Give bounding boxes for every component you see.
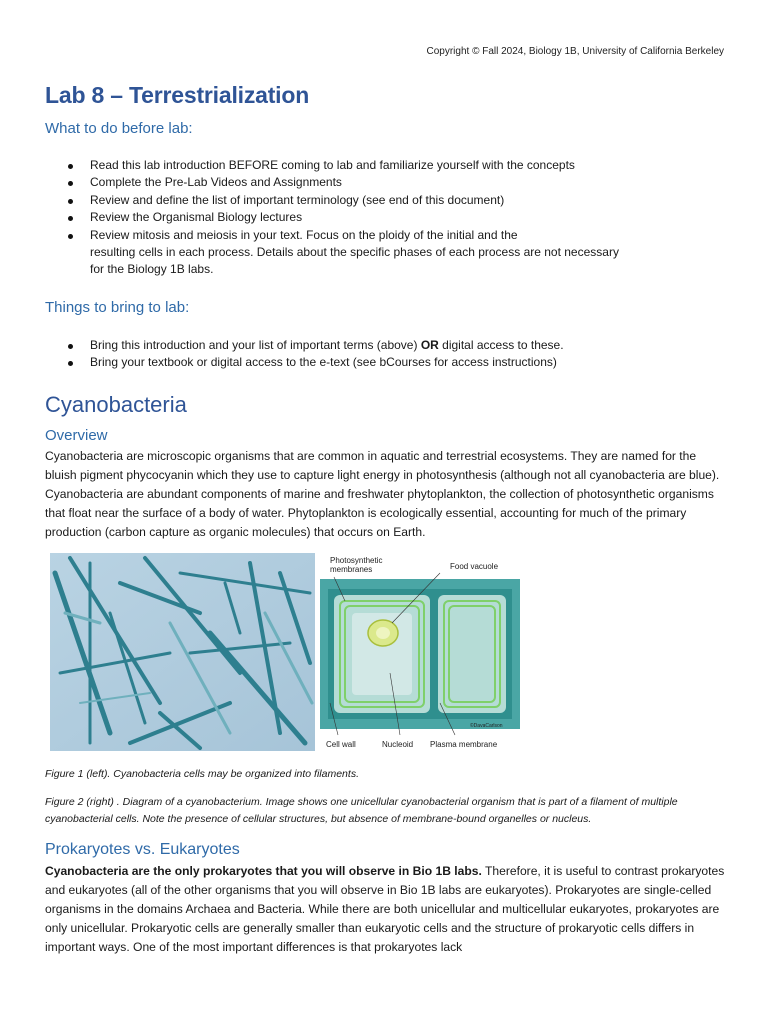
figure1-caption: Figure 1 (left). Cyanobacteria cells may be organized into filaments. (45, 768, 359, 780)
label-nucleoid: Nucleoid (382, 740, 414, 749)
section-title: Cyanobacteria (45, 392, 187, 417)
list-item: Read this lab introduction BEFORE coming to lab and familiarize yourself with the concepts (62, 157, 662, 174)
copyright-notice: Copyright © Fall 2024, Biology 1B, University of California Berkeley (426, 46, 724, 57)
label-plasma-membrane: Plasma membrane (430, 740, 498, 749)
label-membranes: membranes (330, 565, 373, 574)
prok-euk-heading: Prokaryotes vs. Eukaryotes (45, 841, 240, 858)
label-food-vacuole: Food vacuole (450, 562, 499, 571)
list-item (62, 227, 662, 279)
list-item-line: Review mitosis and meiosis in your text. Focus on the ploidy of the initial and the (90, 227, 518, 242)
cyanobacteria-micrograph (50, 553, 315, 751)
figure2-caption: Figure 2 (right) . Diagram of a cyanobacterium. Image shows one unicellular cyanobacterial organism that is part of a filament of multiple cyanobacterial cells. Note the presence of cellular structures, but absence of membrane-bound organelles or nucleus. (45, 796, 678, 825)
list-item-line: for the Biology 1B labs. (90, 262, 214, 277)
list-item-line: resulting cells in each process. Details about the specific phases of each process are not necessary (90, 245, 619, 260)
list-item (62, 337, 662, 354)
prok-euk-bold-lead: Cyanobacteria are the only prokaryotes that you will observe in Bio 1B labs. (45, 864, 482, 878)
prok-euk-paragraph (45, 862, 727, 957)
overview-paragraph: Cyanobacteria are microscopic organisms that are common in aquatic and terrestrial ecosystems. They are named for the bluish pigment phycocyanin which they use to capture light energy in photosynthesis (although not all cyanobacteria are blue). Cyanobacteria are abundant components of marine and freshwater phytoplankton, the collection of photosynthetic organisms that float near the surface of a body of water. Phytoplankton is ecologically essential, accounting for much of the primary production (carbon capture as organic molecules) that occurs on Earth. (45, 449, 720, 539)
bring-list (62, 337, 662, 372)
before-lab-list (62, 157, 662, 279)
bring-heading: Things to bring to lab: (45, 299, 190, 316)
label-credit: ©DavaCarlson (470, 723, 503, 729)
lab-title: Lab 8 – Terrestrialization (45, 82, 310, 108)
list-item: Review the Organismal Biology lectures (62, 209, 662, 226)
emphasis-or: OR (420, 338, 439, 352)
before-lab-heading: What to do before lab: (45, 120, 193, 137)
prok-euk-text: Therefore, it is useful to contrast prokaryotes and eukaryotes (all of the other organisms that you will observe in Bio 1B labs are eukaryotes). Prokaryotes are single-celled organisms in the domains Archaea and Bacteria. While there are both unicellular and multicellular eukaryotes, prokaryotes are only unicellular. Prokaryotic cells are generally smaller than eukaryotic cells and the structure of prokaryotic cells differs in important ways. One of the most important differences is that prokaryotes lack (45, 864, 725, 954)
list-item: Complete the Pre-Lab Videos and Assignments (62, 174, 662, 191)
list-item-text: Bring this introduction and your list of important terms (above) (90, 338, 421, 352)
overview-heading: Overview (45, 427, 108, 444)
list-item-text: digital access to these. (438, 338, 564, 352)
label-photosynthetic: Photosynthetic (330, 556, 383, 565)
figures-row (50, 553, 520, 753)
list-item: Bring your textbook or digital access to the e-text (see bCourses for access instructions) (62, 354, 662, 371)
label-cell-wall: Cell wall (326, 740, 356, 749)
list-item: Review and define the list of important terminology (see end of this document) (62, 192, 662, 209)
cyanobacterium-diagram (320, 553, 520, 751)
